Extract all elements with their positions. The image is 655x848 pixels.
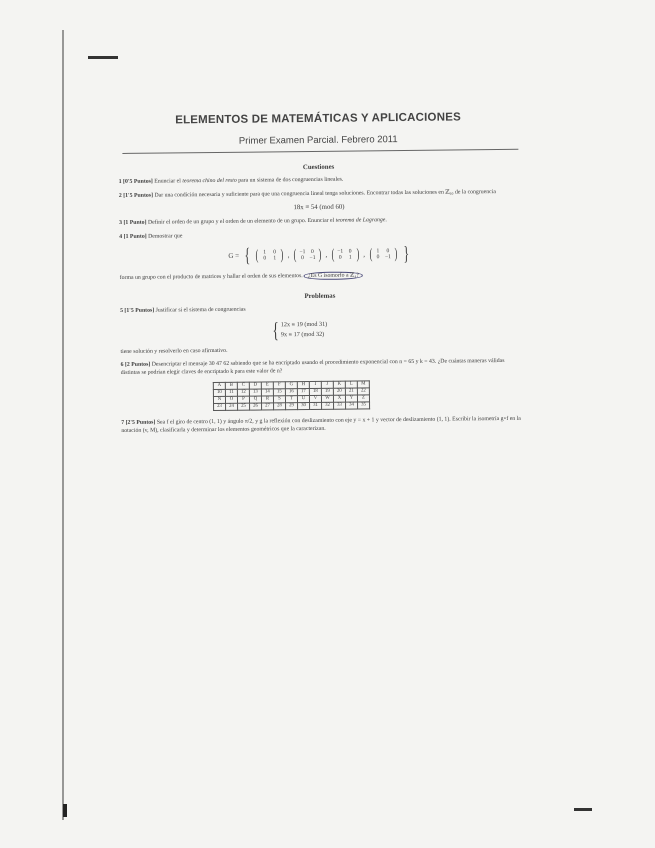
alphabet-cell: Z (357, 395, 369, 402)
question-3-head: 3 [1 Punto] (119, 219, 147, 227)
alphabet-cell: O (225, 397, 237, 404)
alphabet-cell: S (273, 396, 285, 403)
alphabet-cell: 27 (262, 403, 274, 410)
alphabet-cell: 29 (286, 403, 298, 410)
matrix-cell: 0 (263, 255, 267, 262)
close-brace: } (402, 243, 409, 266)
question-4-head: 4 [1 Punto] (119, 233, 147, 240)
question-3-post: . (385, 217, 387, 224)
alphabet-cell: 35 (358, 402, 370, 409)
question-5-after: tiene solución y resolverlo en caso afirmativo. (120, 347, 228, 355)
matrix-1: ( 1 0 0 1 ) (255, 247, 284, 264)
matrix-cell: 0 (273, 249, 277, 256)
group-g-definition: G = { ( 1 0 0 1 ) , ( −1 0 0 −1 ) , ( −1 0 0 1 ) , ( 1 0 0 −1 ) } (228, 243, 409, 268)
question-2-equation: 18x ≡ 54 (mod 60) (293, 203, 345, 212)
matrix-cell: 1 (273, 255, 277, 262)
question-3-term: teorema de Lagrange (335, 217, 386, 224)
question-1 (119, 175, 519, 187)
alphabet-cell: 15 (273, 389, 285, 396)
alphabet-cell: 21 (345, 388, 357, 395)
matrix-cell: −1 (384, 254, 392, 261)
question-1-pre: Enunciar el (152, 178, 183, 185)
alphabet-cell: G (285, 382, 297, 389)
alphabet-cell: V (309, 396, 321, 403)
alphabet-cell: 34 (346, 402, 358, 409)
matrix-cell: 0 (386, 248, 390, 255)
alphabet-cell: C (237, 382, 249, 389)
question-4-text: Demostrar que (146, 233, 183, 240)
question-5-head: 5 [1'5 Puntos] (120, 307, 155, 314)
matrix-3: ( −1 0 0 1 ) (331, 246, 360, 263)
alphabet-cell: 18 (309, 389, 321, 396)
alphabet-cell: 31 (310, 403, 322, 410)
matrix-cell: −1 (337, 248, 344, 255)
exam-title: ELEMENTOS DE MATEMÁTICAS Y APLICACIONES (175, 111, 461, 127)
alphabet-cell: 11 (225, 390, 237, 397)
matrix-cell: 0 (338, 255, 342, 262)
question-1-post: para un sistema de dos congruencias lineales. (236, 176, 344, 184)
alphabet-cell: 25 (238, 403, 250, 410)
alphabet-cell: B (225, 383, 237, 390)
alphabet-cell: 10 (213, 390, 225, 397)
question-5-text: Justificar si el sistema de congruencias (154, 306, 246, 314)
alphabet-cell: K (333, 381, 345, 388)
question-2-head: 2 [1'5 Puntos] (118, 192, 154, 199)
alphabet-cell: 20 (333, 388, 345, 395)
alphabet-cell: X (333, 395, 345, 402)
matrix-cell: 0 (348, 248, 352, 255)
alphabet-cell: N (213, 397, 225, 404)
question-1-head: 1 [0'5 Puntos] (118, 178, 153, 185)
alphabet-cell: 26 (250, 403, 262, 410)
section-cuestiones: Cuestiones (302, 163, 335, 172)
group-g-label: G = (228, 252, 240, 261)
alphabet-cell: L (345, 381, 357, 388)
system-eq-2: 9x ≡ 17 (mod 32) (280, 330, 325, 338)
exam-content (118, 111, 521, 442)
exam-subtitle: Primer Examen Parcial. Febrero 2011 (238, 134, 398, 147)
matrix-cell: 1 (348, 254, 352, 261)
question-1-term: teorema chino del resto (182, 177, 237, 185)
alphabet-row (214, 402, 370, 411)
alphabet-cell: P (237, 396, 249, 403)
matrix-4: ( 1 0 0 −1 ) (369, 245, 397, 263)
open-brace: { (243, 245, 250, 268)
alphabet-cell: 17 (297, 389, 309, 396)
alphabet-cell: J (321, 382, 333, 389)
alphabet-cell: 28 (274, 403, 286, 410)
system-brace: { (272, 316, 279, 342)
question-6-text: Desencriptar el mensaje 30 47 62 sabiendo que se ha encriptado usando el procedimiento exponencial con n = 65 y k = 43. ¿De cuántas maneras válidas distintas se podrían elegir claves de encriptado k para este valor de n? (120, 358, 505, 376)
header-rule (122, 149, 518, 154)
matrix-cell: 0 (376, 254, 380, 261)
alphabet-cell: Y (345, 395, 357, 402)
question-7 (121, 416, 521, 435)
question-6-head: 6 [2 Puntos] (120, 361, 151, 369)
alphabet-cell: 22 (357, 388, 369, 395)
alphabet-cell: M (357, 381, 369, 388)
alphabet-cell: 30 (298, 403, 310, 410)
matrix-cell: −1 (299, 248, 306, 255)
question-2-text: Dar una condición necesaria y suficiente para que una congruencia lineal tenga soluciones. Encontrar todas las soluciones en ℤ₆₀ de la congruencia (152, 188, 496, 199)
question-4 (119, 230, 519, 242)
alphabet-cell: 24 (226, 404, 238, 411)
question-2 (119, 188, 519, 200)
alphabet-cell: 13 (249, 389, 261, 396)
alphabet-cell: D (249, 382, 261, 389)
scan-edge (62, 30, 64, 820)
matrix-cell: −1 (309, 255, 316, 262)
alphabet-cell: Q (249, 396, 261, 403)
alphabet-cell: 12 (237, 389, 249, 396)
alphabet-cell: R (261, 396, 273, 403)
question-4-continued (120, 271, 520, 283)
question-7-head: 7 [2'5 Puntos] (121, 419, 156, 427)
question-6 (121, 358, 521, 377)
alphabet-cell: 32 (322, 403, 334, 410)
alphabet-cell: 14 (261, 389, 273, 396)
alphabet-cell: A (213, 383, 225, 390)
question-3 (119, 216, 519, 228)
section-problemas: Problemas (304, 292, 336, 301)
question-5 (120, 304, 520, 316)
alphabet-cell: E (261, 382, 273, 389)
alphabet-cell: 33 (334, 402, 346, 409)
alphabet-cell: H (297, 382, 309, 389)
question-7-text: Sea f el giro de centro (1, 1) y ángulo π/2, y g la reflexión con deslizamiento con eje y = x + 1 y vector de deslizamiento (1, 1). Escribir la isometría g∘f en la notación (v, M), clasificarla y determinar los elementos geométricos que la caracterizan. (121, 416, 521, 434)
matrix-cell: 0 (301, 255, 304, 262)
handwritten-circle-question: ¿Es G isomorfo a ℤ₄? (304, 272, 363, 281)
matrix-2: ( −1 0 0 −1 ) (293, 246, 322, 264)
matrix-cell: 0 (311, 248, 314, 255)
matrix-cell: 1 (263, 249, 267, 256)
alphabet-cell: U (297, 396, 309, 403)
alphabet-cell: T (285, 396, 297, 403)
question-3-pre: Definir el orden de un grupo y el orden de un elemento de un grupo. Enunciar el (146, 217, 336, 226)
alphabet-table (213, 381, 370, 412)
question-4-after: forma un grupo con el producto de matrices y hallar el orden de sus elementos. (119, 273, 303, 282)
scan-mark-bottom-right (574, 808, 592, 811)
alphabet-cell: 23 (214, 404, 226, 411)
scan-mark-top (88, 56, 118, 59)
alphabet-cell: I (309, 382, 321, 389)
congruence-system (270, 317, 520, 340)
alphabet-cell: 16 (285, 389, 297, 396)
matrix-cell: 1 (376, 248, 380, 255)
alphabet-cell: W (321, 396, 333, 403)
alphabet-cell: F (273, 382, 285, 389)
scan-mark-bottom-left (63, 804, 67, 817)
alphabet-cell: 19 (321, 389, 333, 396)
system-eq-1: 12x ≡ 19 (mod 31) (280, 320, 328, 328)
